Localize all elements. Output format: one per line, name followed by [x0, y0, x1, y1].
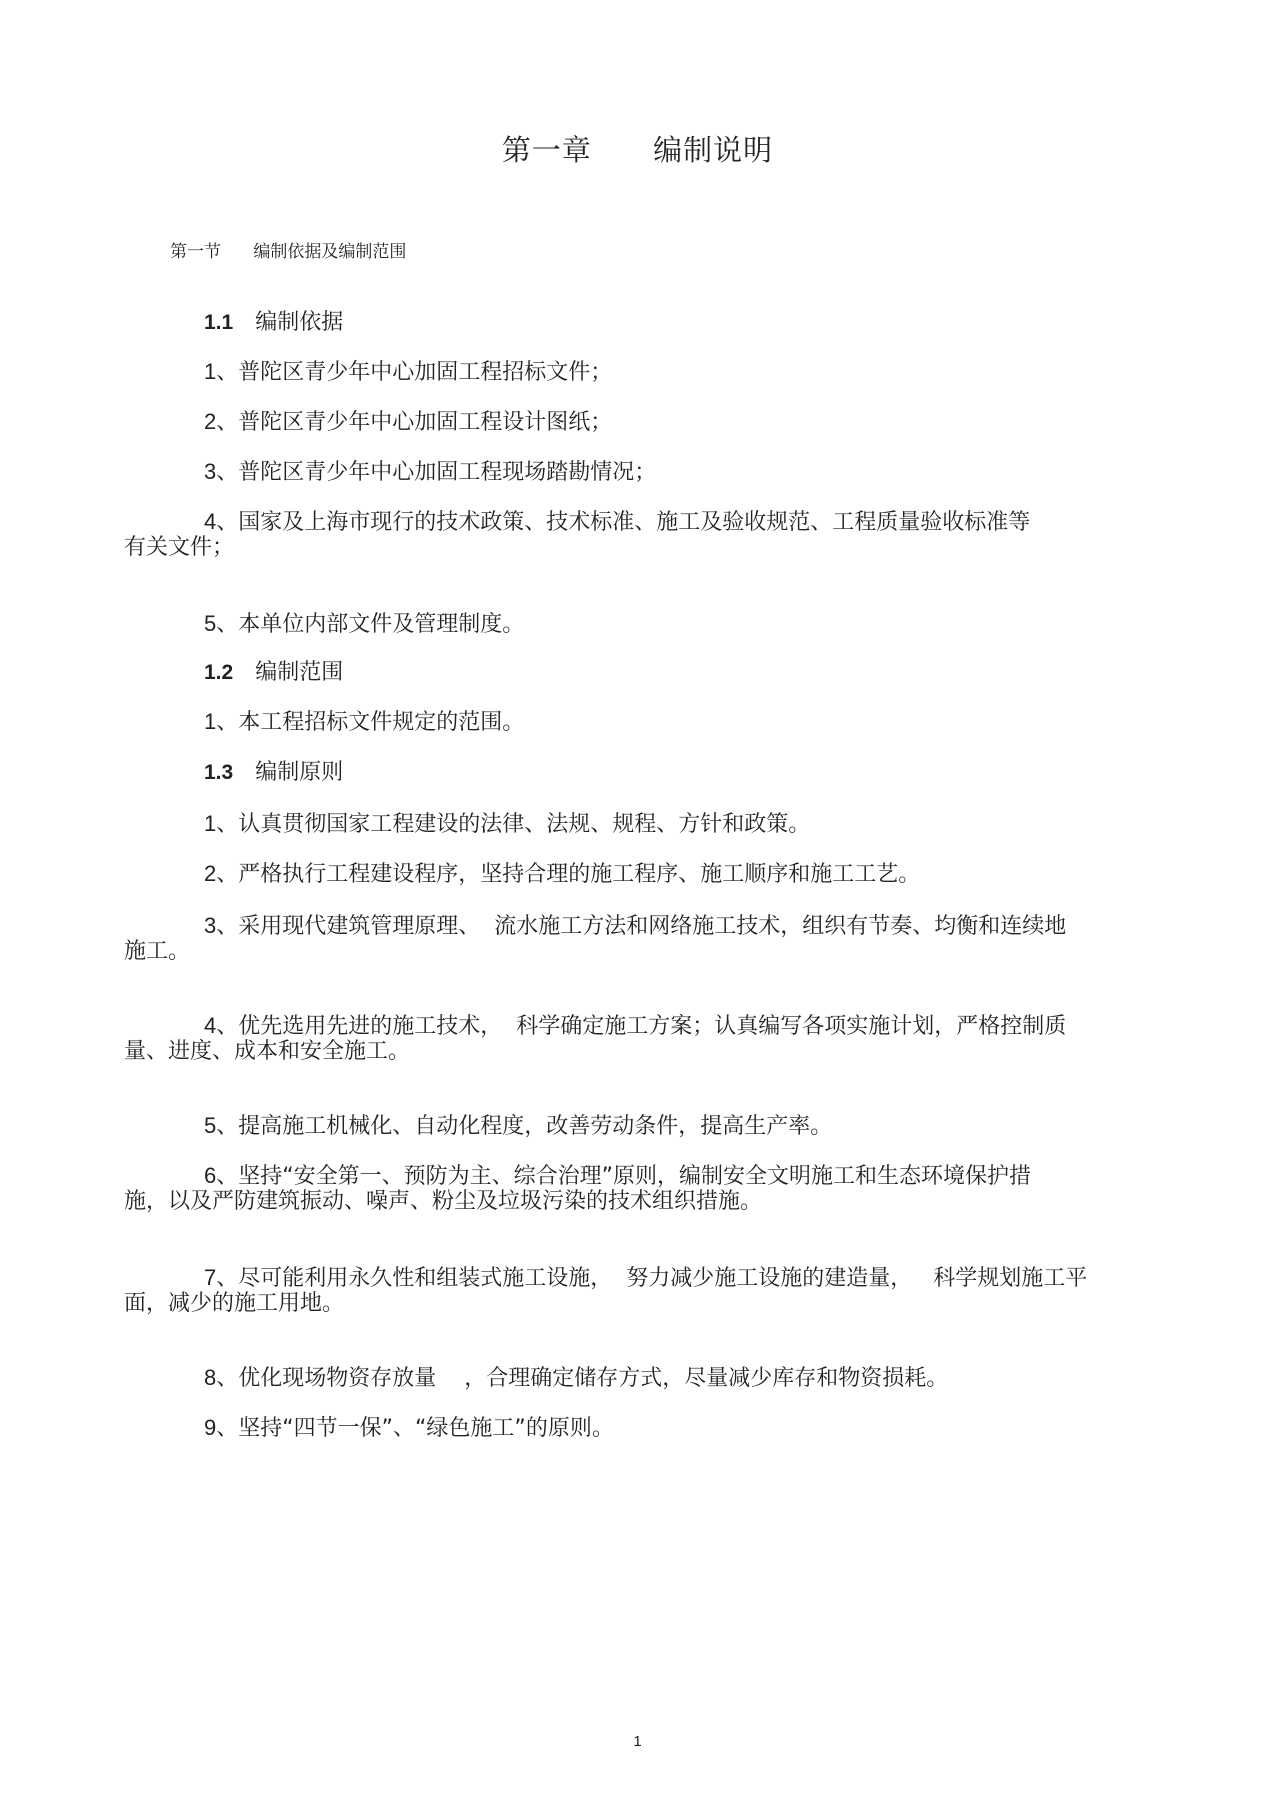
item-text: 、本单位内部文件及管理制度。: [216, 612, 525, 637]
subsection-label: 编制依据: [255, 310, 344, 335]
item-number: 8: [203, 1365, 217, 1390]
principle-item-6-continuation: 施，以及严防建筑振动、噪声、粉尘及垃圾污染的技术组织措施。: [124, 1189, 763, 1214]
item-text: 、提高施工机械化、自动化程度，改善劳动条件，提高生产率。: [216, 1114, 833, 1139]
item-number: 1: [203, 359, 217, 384]
item-text: 、本工程招标文件规定的范围。: [216, 710, 525, 735]
item-text: 、尽可能利用永久性和组装式施工设施， 努力减少施工设施的建造量， 科学规划施工平: [216, 1266, 1088, 1291]
subsection-label: 编制范围: [255, 660, 344, 685]
item-number: 3: [203, 459, 217, 484]
item-text: 、国家及上海市现行的技术政策、技术标准、施工及验收规范、工程质量验收标准等: [216, 510, 1031, 535]
page-number: 1: [633, 1733, 642, 1750]
item-number: 2: [203, 861, 217, 886]
basis-item-4-continuation: 有关文件；: [124, 535, 235, 560]
item-text: 、采用现代建筑管理原理、 流水施工方法和网络施工技术，组织有节奏、均衡和连续地: [216, 914, 1067, 939]
principle-item-7-continuation: 面，减少的施工用地。: [124, 1291, 345, 1316]
item-text: 、普陀区青少年中心加固工程设计图纸；: [216, 410, 613, 435]
item-number: 9: [203, 1415, 217, 1440]
principle-item-3: [176, 884, 1066, 965]
item-text: 、优先选用先进的施工技术， 科学确定施工方案；认真编写各项实施计划，严格控制质: [216, 1014, 1067, 1039]
section-title: 第一节 编制依据及编制范围: [170, 242, 407, 262]
item-text: 、坚持“四节一保”、“绿色施工”的原则。: [216, 1416, 614, 1441]
item-text: 、普陀区青少年中心加固工程现场踏勘情况；: [216, 460, 657, 485]
item-number: 6: [203, 1163, 217, 1188]
principle-item-4-continuation: 量、进度、成本和安全施工。: [124, 1039, 411, 1064]
item-text: 、严格执行工程建设程序，坚持合理的施工程序、施工顺序和施工工艺。: [216, 862, 921, 887]
item-number: 7: [203, 1265, 217, 1290]
principle-item-3-continuation: 施工。: [124, 939, 191, 964]
item-number: 4: [203, 1013, 217, 1038]
item-number: 3: [203, 913, 217, 938]
item-number: 5: [203, 611, 217, 636]
item-number: 2: [203, 409, 217, 434]
item-number: 5: [203, 1113, 217, 1138]
subsection-number: 1.2: [203, 661, 234, 684]
chapter-title: 第一章 编制说明: [501, 133, 774, 167]
subsection-label: 编制原则: [255, 760, 344, 785]
subsection-number: 1.1: [203, 311, 234, 334]
principle-item-9: [176, 1386, 614, 1467]
item-number: 4: [203, 509, 217, 534]
basis-item-4: [176, 480, 1030, 561]
item-text: 、优化现场物资存放量 ，合理确定储存方式，尽量减少库存和物资损耗。: [216, 1366, 949, 1391]
item-number: 1: [203, 811, 217, 836]
item-number: 1: [203, 709, 217, 734]
subsection-number: 1.3: [203, 761, 234, 784]
item-text: 、普陀区青少年中心加固工程招标文件；: [216, 360, 613, 385]
item-text: 、坚持“安全第一、预防为主、综合治理”原则，编制安全文明施工和生态环境保护措: [216, 1164, 1032, 1189]
item-text: 、认真贯彻国家工程建设的法律、法规、规程、方针和政策。: [216, 812, 811, 837]
